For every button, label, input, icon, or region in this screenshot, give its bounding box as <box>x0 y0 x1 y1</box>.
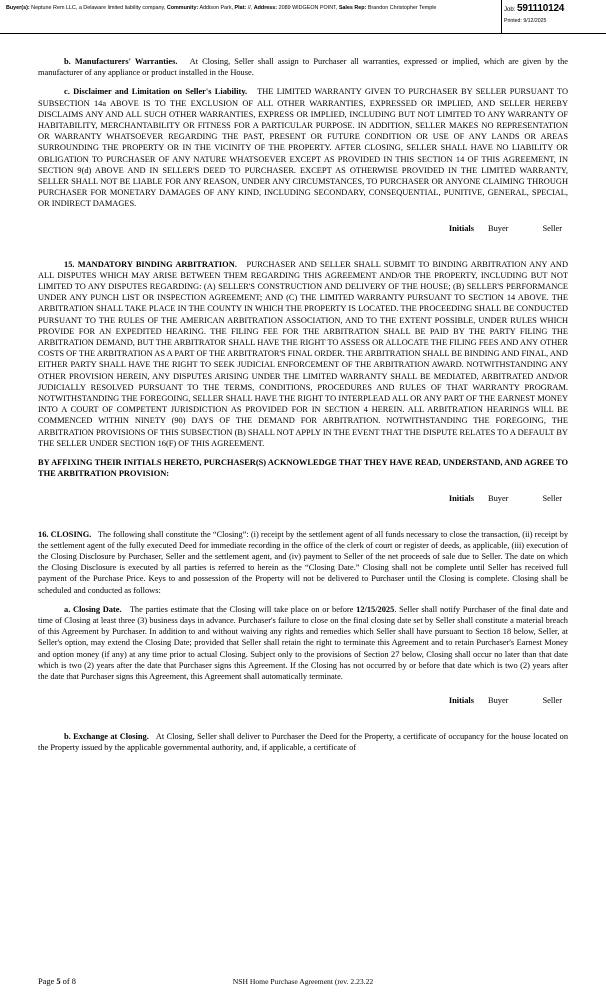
paragraph-disclaimer <box>38 86 568 209</box>
text-closing: The following shall constitute the “Closing”: (i) receipt by the settlement agent of all funds necessary to close the transaction, (ii) receipt by the settlement agent of the fully executed Deed for immediate recording in the office of the clerk of court or register of deeds, as applicable, (iii) execution of the Closing Disclosure by Purchaser, Seller and the settlement agent, and (iv) payment to Seller of the net proceeds of sale due to Seller. The date on which the Closing Disclosure is executed by all parties is referred to herein as the “Closing Date.” Closing shall not be complete until Seller has received full payment of the Purchase Price. Keys to and possession of the Property will not be delivered to Purchaser until the Closing is complete. Closing shall be scheduled and conducted as follows: <box>38 529 569 595</box>
header-divider <box>501 0 502 33</box>
text-closing-date-before: The parties estimate that the Closing will take place on or before <box>129 604 354 614</box>
header-buyers-value: Neptune Rem LLC, a Delaware limited liability company, <box>31 5 166 11</box>
paragraph-arbitration <box>38 259 568 449</box>
header-printed-label: Printed: <box>504 18 522 24</box>
header-community-label: Community: <box>166 5 199 11</box>
paragraph-exchange-at-closing <box>38 731 568 753</box>
header-address-value: 2089 WIDGEON POINT, <box>278 5 338 11</box>
header-buyers-label: Buyer(s): <box>6 5 30 11</box>
header-address-label: Address: <box>253 5 278 11</box>
initials-seller-slot[interactable]: Seller <box>542 223 562 233</box>
initials-seller-slot[interactable]: Seller <box>542 696 562 706</box>
initials-buyer-slot[interactable]: Buyer <box>487 696 509 706</box>
value-closing-date: 12/15/2025 <box>356 604 395 614</box>
initials-label: Initials <box>448 493 474 503</box>
text-disclaimer: THE LIMITED WARRANTY GIVEN TO PURCHASER BY SELLER PURSUANT TO SUBSECTION 14a ABOVE IS TO THE EXCLUSION OF ALL OTHER WARRANTIES, EXPRESSED OR IMPLIED, AND SELLER HEREBY DISCLAIMS ANY AND ALL SUCH OTHER WARRANTIES, EXPRESS OR IMPLIED, INCLUDING BUT NOT LIMITED TO ANY WARRANTY OF HABITABILITY, MERCHANTABILITY OR FITNESS FOR A PARTICULAR PURPOSE. IN ADDITION, SELLER MAKES NO REPRESENTATION OR WARRANTY WHATSOEVER REGARDING THE PAST, PRESENT OR FUTURE CONDITION OR USE OF ANY LANDS OR AREAS SURROUNDING THE PROPERTY OR IN THE VICINITY OF THE PROPERTY. AFTER CLOSING, SELLER SHALL HAVE NO LIABILITY OR OBLIGATION TO PURCHASER OF ANY NATURE WHATSOEVER EXCEPT AS PROVIDED IN THIS SECTION 14 OF THIS AGREEMENT, IN SECTION 9(d) ABOVE AND IN SELLER'S DEED TO PURCHASER. EXCEPT AS OTHERWISE PROVIDED IN THE LIMITED WARRANTY, SELLER SHALL NOT BE LIABLE FOR ANY REASON, UNDER ANY CIRCUMSTANCES, TO PURCHASER OR ANYONE CLAIMING THROUGH PURCHASER FOR MONETARY DAMAGES OF ANY KIND, INCLUDING SECONDARY, CONSEQUENTIAL, PUNITIVE, GENERAL, SPECIAL, OR INDIRECT DAMAGES. <box>38 87 568 209</box>
text-closing-date-after: . Seller shall notify Purchaser of the final date and time of Closing at least three (3) business days in advance. Purchaser's failure to close on the final closing date set by Seller shall constitute a material breach of this Agreement by Purchaser. In addition to and without waiving any rights and remedies which Seller shall have pursuant to Section 18 below, Seller, at Seller's option, may extend the Closing Date; provided that Seller shall retain the right to terminate this Agreement and to retain Purchaser's Earnest Money and option money (if any) at any time prior to actual Closing. Subject only to the provisions of Section 27 below, Closing shall occur no later than that date which is two (2) years after the date that Purchaser signs this Agreement. If the Closing has not occurred by or before that date which is two (2) years after the date that Purchaser signs this Agreement, this Agreement shall automatically terminate. <box>38 604 569 681</box>
initials-block-3 <box>38 696 568 705</box>
document-footer <box>38 977 568 986</box>
header-printed <box>504 16 600 26</box>
footer-revision: NSH Home Purchase Agreement (rev. 2.23.22 <box>232 977 374 986</box>
initials-label: Initials <box>448 696 474 706</box>
page-of: of <box>62 977 70 986</box>
heading-disclaimer: c. Disclaimer and Limitation on Seller's Liability. <box>64 87 248 97</box>
heading-arbitration: 15. MANDATORY BINDING ARBITRATION. <box>64 259 237 269</box>
header-plat-label: Plat: <box>234 5 247 11</box>
page-number: 5 <box>56 977 61 986</box>
initials-seller-slot[interactable]: Seller <box>542 493 562 503</box>
header-plat-value: //, <box>247 5 253 11</box>
header-community-value: Addison Park, <box>199 5 234 11</box>
page-indicator <box>38 977 148 986</box>
heading-manufacturers-warranties: b. Manufacturers' Warranties. <box>64 57 178 66</box>
initials-buyer-slot[interactable]: Buyer <box>487 493 509 503</box>
page-prefix: Page <box>38 977 55 986</box>
paragraph-closing <box>38 529 568 596</box>
initials-block-2 <box>38 494 568 503</box>
heading-closing: 16. CLOSING. <box>38 529 92 539</box>
document-body <box>0 34 606 1000</box>
paragraph-manufacturers-warranties <box>38 56 568 78</box>
page-total: 8 <box>71 977 76 986</box>
heading-exchange-at-closing: b. Exchange at Closing. <box>64 732 149 742</box>
initials-block-1 <box>38 224 568 233</box>
text-exchange-at-closing: At Closing, Seller shall deliver to Purchaser the Deed for the Property, a certificate of occupancy for the house located on the Property issued by the applicable governmental authority, and, if applicable, a certificate of <box>38 732 569 753</box>
document-header <box>0 0 606 34</box>
header-job-number: 591110124 <box>517 3 565 14</box>
paragraph-closing-date <box>38 604 568 682</box>
header-salesrep-label: Sales Rep: <box>338 5 367 11</box>
header-printed-date: 9/12/2025 <box>523 18 547 24</box>
initials-buyer-slot[interactable]: Buyer <box>487 223 509 233</box>
heading-closing-date: a. Closing Date. <box>64 604 122 614</box>
header-job-label: Job: <box>504 7 516 13</box>
text-manufacturers-warranties: At Closing, Seller shall assign to Purchaser all warranties, expressed or implied, which are given by the manufacturer of any appliance or product installed in the House. <box>38 57 568 78</box>
paragraph-acknowledgement <box>38 457 568 479</box>
initials-label: Initials <box>448 223 474 233</box>
header-job-info <box>504 4 600 26</box>
text-arbitration: PURCHASER AND SELLER SHALL SUBMIT TO BINDING ARBITRATION ANY AND ALL DISPUTES WHICH MAY ARISE BETWEEN THEM REGARDING THIS AGREEMENT AND/OR THE PROPERTY, INCLUDING BUT NOT LIMITED TO ANY DISPUTES REGARDING: (A) SELLER'S CONSTRUCTION AND DELIVERY OF THE HOUSE; (B) SELLER'S PERFORMANCE UNDER ANY PUNCH LIST OR INSPECTION AGREEMENT; AND (C) THE LIMITED WARRANTY PURSUANT TO SECTION 14 ABOVE. THE ARBITRATION SHALL TAKE PLACE IN THE COUNTY IN WHICH THE PROPERTY IS LOCATED. THE PROCEEDING SHALL BE CONDUCTED PURSUANT TO THE RULES OF THE AMERICAN ARBITRATION ASSOCIATION, AND TO THE EXTENT POSSIBLE, UNDER RULES WHICH PROVIDE FOR AN EXPEDITED HEARING. THE FILING FEE FOR THE ARBITRATION SHALL BE PAID BY THE PARTY FILING THE ARBITRATION DEMAND, BUT THE ARBITRATOR SHALL HAVE THE RIGHT TO ASSESS OR ALLOCATE THE FILING FEES AND ANY OTHER COSTS OF THE ARBITRATION AS A PART OF THE ARBITRATOR'S FINAL ORDER. THE ARBITRATION SHALL BE BINDING AND FINAL, AND EITHER PARTY SHALL HAVE THE RIGHT TO SEEK JUDICIAL ENFORCEMENT OF THE ARBITRATION AWARD. NOTWITHSTANDING ANY OTHER PROVISION HEREIN, ANY DISPUTES ARISING UNDER THE LIMITED WARRANTY SHALL BE MEDIATED, ARBITRATED AND/OR JUDICIALLY RESOLVED PURSUANT TO THE TERMS, CONDITIONS, PROCEDURES AND RULES OF THAT WARRANTY PROGRAM. NOTWITHSTANDING THE FOREGOING, SELLER SHALL HAVE THE RIGHT TO INTERPLEAD ALL OR ANY PART OF THE EARNEST MONEY INTO A COURT OF COMPETENT JURISDICTION AS PROVIDED FOR IN SECTION 4 HEREIN. ALL ARBITRATION HEARINGS WILL BE COMMENCED WITHIN NINETY (90) DAYS OF THE DEMAND FOR ARBITRATION. NOTWITHSTANDING THE FOREGOING, THE ARBITRATION PROVISIONS OF THIS SUBSECTION (B) SHALL NOT APPLY IN THE EVENT THAT THE DISPUTE RELATES TO A DEFAULT BY THE SELLER UNDER SECTION 16(F) OF THIS AGREEMENT. <box>38 259 568 448</box>
header-salesrep-value: Brandon Christopher Temple <box>367 5 437 11</box>
header-party-info <box>6 4 486 13</box>
text-acknowledgement: BY AFFIXING THEIR INITIALS HERETO, PURCHASER(S) ACKNOWLEDGE THAT THEY HAVE READ, UNDERSTAND, AND AGREE TO THE ARBITRATION PROVISION: <box>38 458 568 479</box>
